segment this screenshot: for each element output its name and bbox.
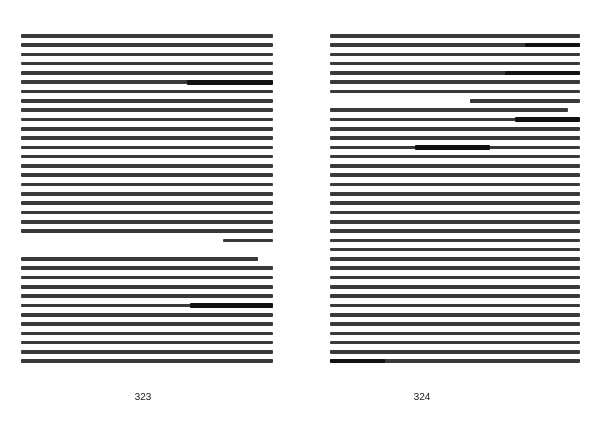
text-run [21,257,258,261]
text-line [21,292,273,300]
text-line [21,69,273,77]
text-line [330,292,580,300]
text-run [21,285,273,289]
text-line [21,311,273,319]
text-run [330,332,580,336]
text-run [21,192,273,196]
text-run [21,62,273,66]
text-run [330,173,580,177]
text-run [330,313,580,317]
text-run [21,220,273,224]
text-line [21,153,273,161]
text-line [330,69,580,77]
page-right-text-block [330,32,580,374]
text-line [21,41,273,49]
text-run [330,80,580,84]
text-run [21,322,273,326]
text-run [330,211,580,215]
text-line [330,106,580,114]
text-line [330,339,580,347]
text-line [330,357,580,365]
text-run [330,229,580,233]
text-line [330,311,580,319]
text-run [21,155,273,159]
text-line [330,190,580,198]
page-right [300,0,600,424]
text-run [330,341,580,345]
text-run [330,294,580,298]
text-line [330,32,580,40]
text-line [330,51,580,59]
bold-text-run [187,80,273,85]
text-line [21,181,273,189]
text-run [21,201,273,205]
text-run [330,266,580,270]
text-line [21,190,273,198]
text-run [21,53,273,57]
bold-text-run [515,117,580,122]
text-line [330,153,580,161]
text-line [330,88,580,96]
text-run [330,90,580,94]
text-run [330,136,580,140]
text-line [21,357,273,365]
text-line [21,218,273,226]
text-line [21,255,273,263]
text-line [330,246,580,254]
text-line [330,283,580,291]
text-line [21,171,273,179]
text-line [21,339,273,347]
text-run [21,108,273,112]
text-line [21,97,273,105]
text-run [21,99,273,103]
bold-text-run [505,71,580,76]
text-line [330,348,580,356]
text-line [330,274,580,282]
text-line [21,125,273,133]
text-line [330,144,580,152]
text-line [330,134,580,142]
text-line [330,162,580,170]
text-run [330,350,580,354]
text-line [330,97,580,105]
text-run [21,173,273,177]
text-run [330,183,580,187]
text-run [21,341,273,345]
text-line [330,227,580,235]
text-line [21,227,273,235]
text-line [21,274,273,282]
text-line [330,320,580,328]
text-run [21,34,273,38]
text-run [21,127,273,131]
text-line [21,330,273,338]
text-run [330,53,580,57]
text-line [330,237,580,245]
text-run [21,183,273,187]
text-line [21,106,273,114]
text-line [330,255,580,263]
text-line [21,162,273,170]
text-line [330,218,580,226]
text-line [330,60,580,68]
text-line [21,144,273,152]
text-run [21,266,273,270]
text-run [330,34,580,38]
page-number-right: 324 [413,392,431,403]
text-line [21,78,273,86]
text-line [21,116,273,124]
text-line [21,320,273,328]
text-line [21,237,273,245]
text-run [330,108,568,112]
text-run [21,136,273,140]
text-run [21,294,273,298]
text-run [21,90,273,94]
text-run [330,276,580,280]
text-line [330,181,580,189]
text-run [330,285,580,289]
text-run [330,201,580,205]
text-run [330,62,580,66]
text-line [330,302,580,310]
text-line [330,199,580,207]
text-line [330,330,580,338]
text-line [21,246,273,254]
text-run [21,211,273,215]
text-run [330,192,580,196]
text-run [21,313,273,317]
text-run [330,322,580,326]
text-line [21,199,273,207]
text-line [330,209,580,217]
text-line [21,134,273,142]
text-line [330,41,580,49]
text-line [21,32,273,40]
text-line [21,51,273,59]
text-run [21,164,273,168]
text-line [21,348,273,356]
text-run [330,257,580,261]
text-line [330,264,580,272]
bold-text-run [190,303,273,308]
text-run [21,276,273,280]
page-number-left: 323 [134,392,152,403]
text-line [21,264,273,272]
text-run [330,164,580,168]
text-run [330,127,580,131]
text-line [21,209,273,217]
text-run [330,248,580,252]
text-run [21,350,273,354]
text-line [21,283,273,291]
text-line [330,78,580,86]
text-line [330,125,580,133]
text-run [330,239,580,243]
text-run [330,155,580,159]
text-run [470,99,580,103]
text-run [223,239,273,243]
bold-text-run [415,145,490,150]
text-run [21,359,273,363]
bold-text-run [525,43,580,48]
text-run [330,220,580,224]
text-line [330,116,580,124]
text-run [21,71,273,75]
page-left-text-block [21,32,273,374]
text-run [21,332,273,336]
text-line [21,60,273,68]
text-run [21,229,273,233]
text-line [21,302,273,310]
text-run [21,146,273,150]
bold-text-run [330,359,385,364]
text-line [21,88,273,96]
text-run [330,304,580,308]
text-line [330,171,580,179]
text-run [21,118,273,122]
text-run [21,43,273,47]
